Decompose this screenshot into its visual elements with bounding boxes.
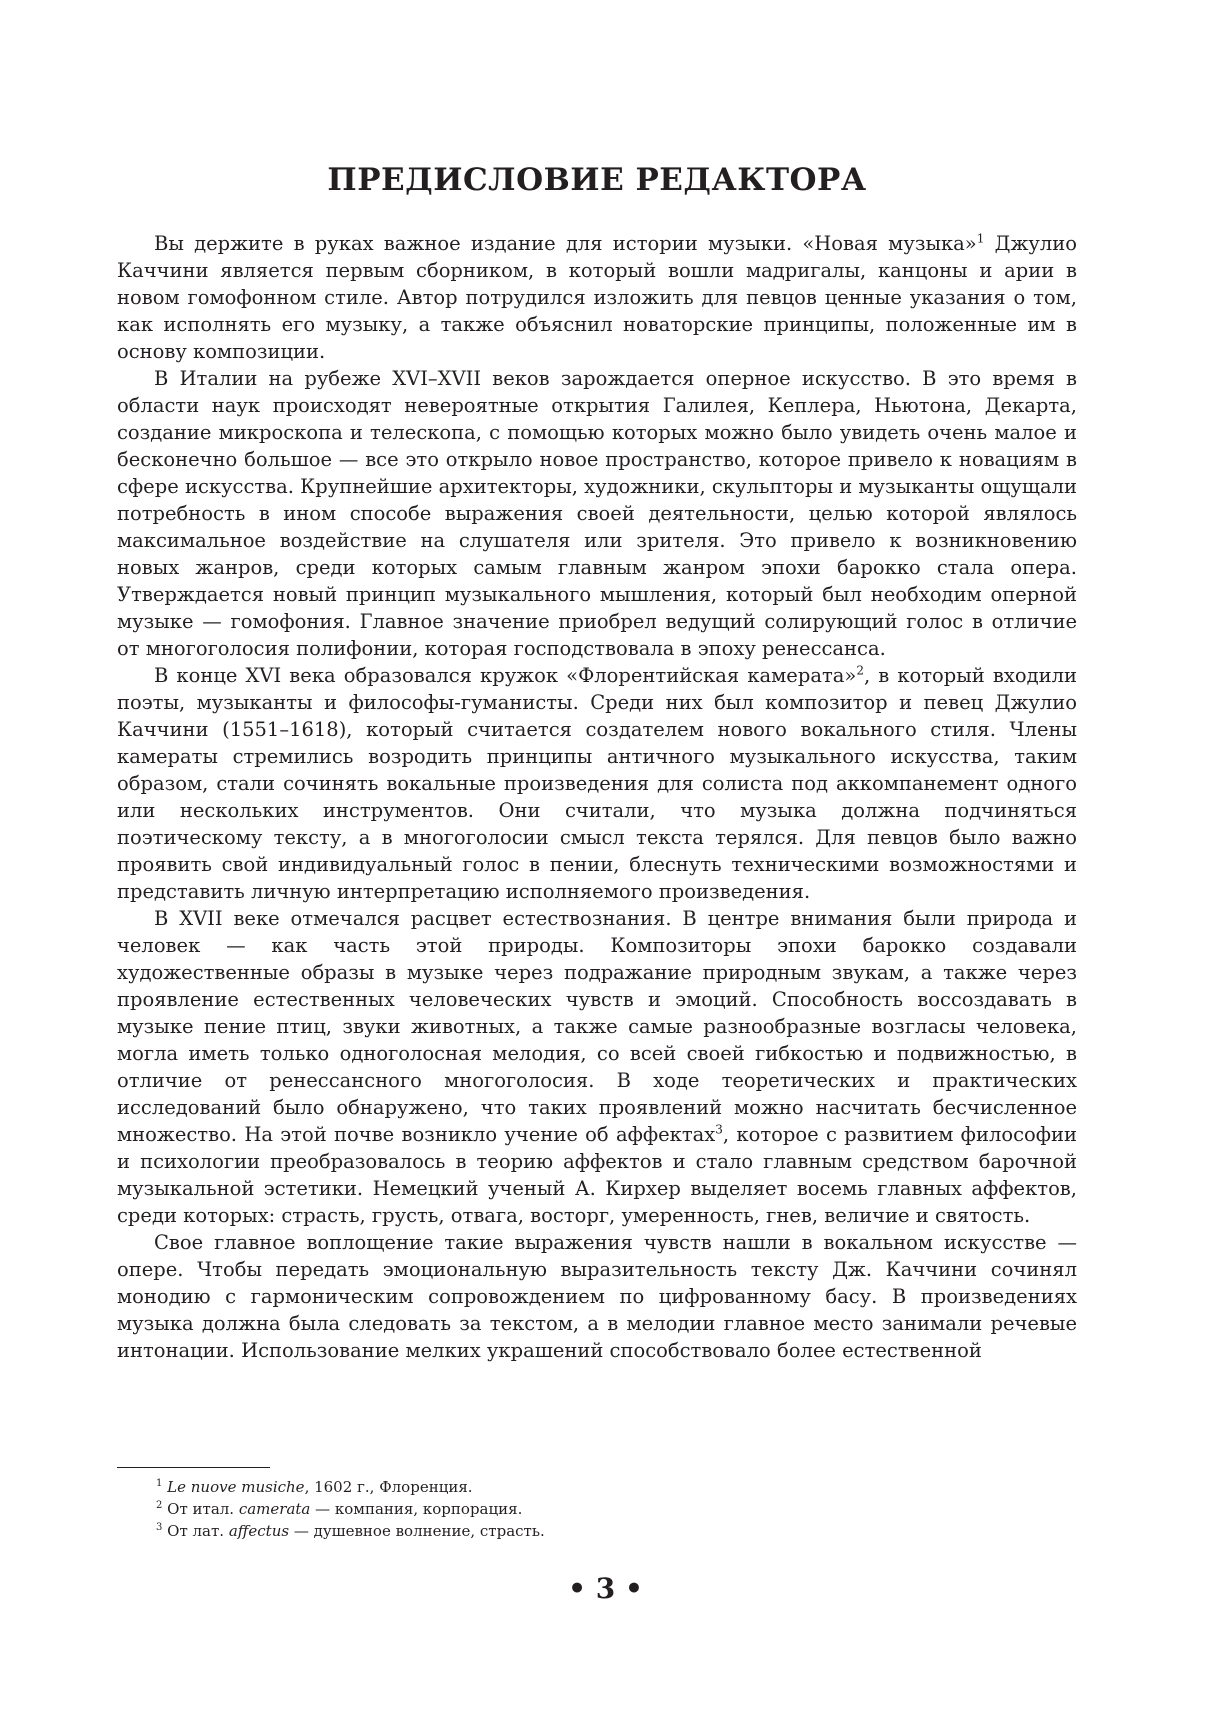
footnote-ref: 1 xyxy=(976,231,985,246)
footnotes xyxy=(156,1476,1056,1542)
footnote: $^1$ Le nuove musiche, 1602 г., Флоренция. xyxy=(156,1478,473,1496)
paragraph: В Италии на рубеже XVI–XVII веков зарождается оперное искусство. В это время в области наук происходят невероятные открытия Галилея, Кеплера, Ньютона, Декарта, создание микроскопа и телескопа, с помощью которых можно было увидеть очень малое и бесконечно большое — все это открыло новое пространство, которое привело к новациям в сфере искусства. Крупнейшие архитекторы, художники, скульпторы и музыканты ощущали потребность в ином способе выражения своей деятельности, целью которой являлось максимальное воздействие на слушателя или зрителя. Это привело к возникновению новых жанров, среди которых самым главным жанром эпохи барокко стала опера. Утверждается новый принцип музыкального мышления, который был необходим оперной музыке — гомофония. Главное значение приобрел ведущий солирующий голос в отличие от многоголосия полифонии, которая господствовала в эпоху ренессанса. xyxy=(117,367,1077,660)
footnote-divider xyxy=(117,1467,270,1468)
page-title: ПРЕДИСЛОВИЕ РЕДАКТОРА xyxy=(327,162,867,198)
footnote-ref: 2 xyxy=(856,663,864,678)
body-text xyxy=(117,230,1077,1364)
footnote: $^3$ От лат. affectus — душевное волнение, страсть. xyxy=(156,1522,545,1540)
paragraph: В XVII веке отмечался расцвет естествознания. В центре внимания были природа и человек — как часть этой природы. Композиторы эпохи барокко создавали художественные образы в музыке через подражание природным звукам, а также через проявление естественных человеческих чувств и эмоций. Способность воссоздавать в музыке пение птиц, звуки животных, а также самые разнообразные возгласы человека, могла иметь только одноголосная мелодия, со всей своей гибкостью и подвижностью, в отличие от ренессансного многоголосия. В ходе теоретических и практических исследований было обнаружено, что таких проявлений можно насчитать бесчисленное множество. На этой почве возникло учение об аффектах$^3$, которое с развитием философии и психологии преобразовалось в теорию аффектов и стало главным средством барочной музыкальной эстетики. Немецкий ученый А. Кирхер выделяет восемь главных аффектов, среди которых: страсть, грусть, отвага, восторг, умеренность, гнев, величие и святость. xyxy=(117,907,1077,1227)
footnote: $^2$ От итал. camerata — компания, корпорация. xyxy=(156,1500,523,1518)
paragraph: В конце XVI века образовался кружок «Флорентийская камерата»$^2$, в который входили поэты, музыканты и философы-гуманисты. Среди них был композитор и певец Джулио Каччини (1551–1618), который считается создателем нового вокального стиля. Члены камераты стремились возродить принципы античного музыкального искусства, таким образом, стали сочинять вокальные произведения для солиста под аккомпанемент одного или нескольких инструментов. Они считали, что музыка должна подчиняться поэтическому тексту, а в многоголосии смысл текста терялся. Для певцов было важно проявить свой индивидуальный голос в пении, блеснуть техническими возможностями и представить личную интерпретацию исполняемого произведения. xyxy=(117,663,1077,903)
footnote-ref: 3 xyxy=(715,1122,723,1137)
paragraph: Свое главное воплощение такие выражения чувств нашли в вокальном искусстве — опере. Чтобы передать эмоциональную выразительность тексту Дж. Каччини сочинял монодию с гармоническим сопровождением по цифрованному басу. В произведениях музыка должна была следовать за текстом, а в мелодии главное место занимали речевые интонации. Использование мелких украшений способствовало более естественной xyxy=(117,1231,1077,1362)
page-number: • 3 • xyxy=(568,1572,643,1605)
paragraph: Вы держите в руках важное издание для истории музыки. «Новая музыка»$^1$ Джулио Каччини является первым сборником, в который вошли мадригалы, канцоны и арии в новом гомофонном стиле. Автор потрудился изложить для певцов ценные указания о том, как исполнять его музыку, а также объяснил новаторские принципы, положенные им в основу композиции. xyxy=(117,231,1077,363)
